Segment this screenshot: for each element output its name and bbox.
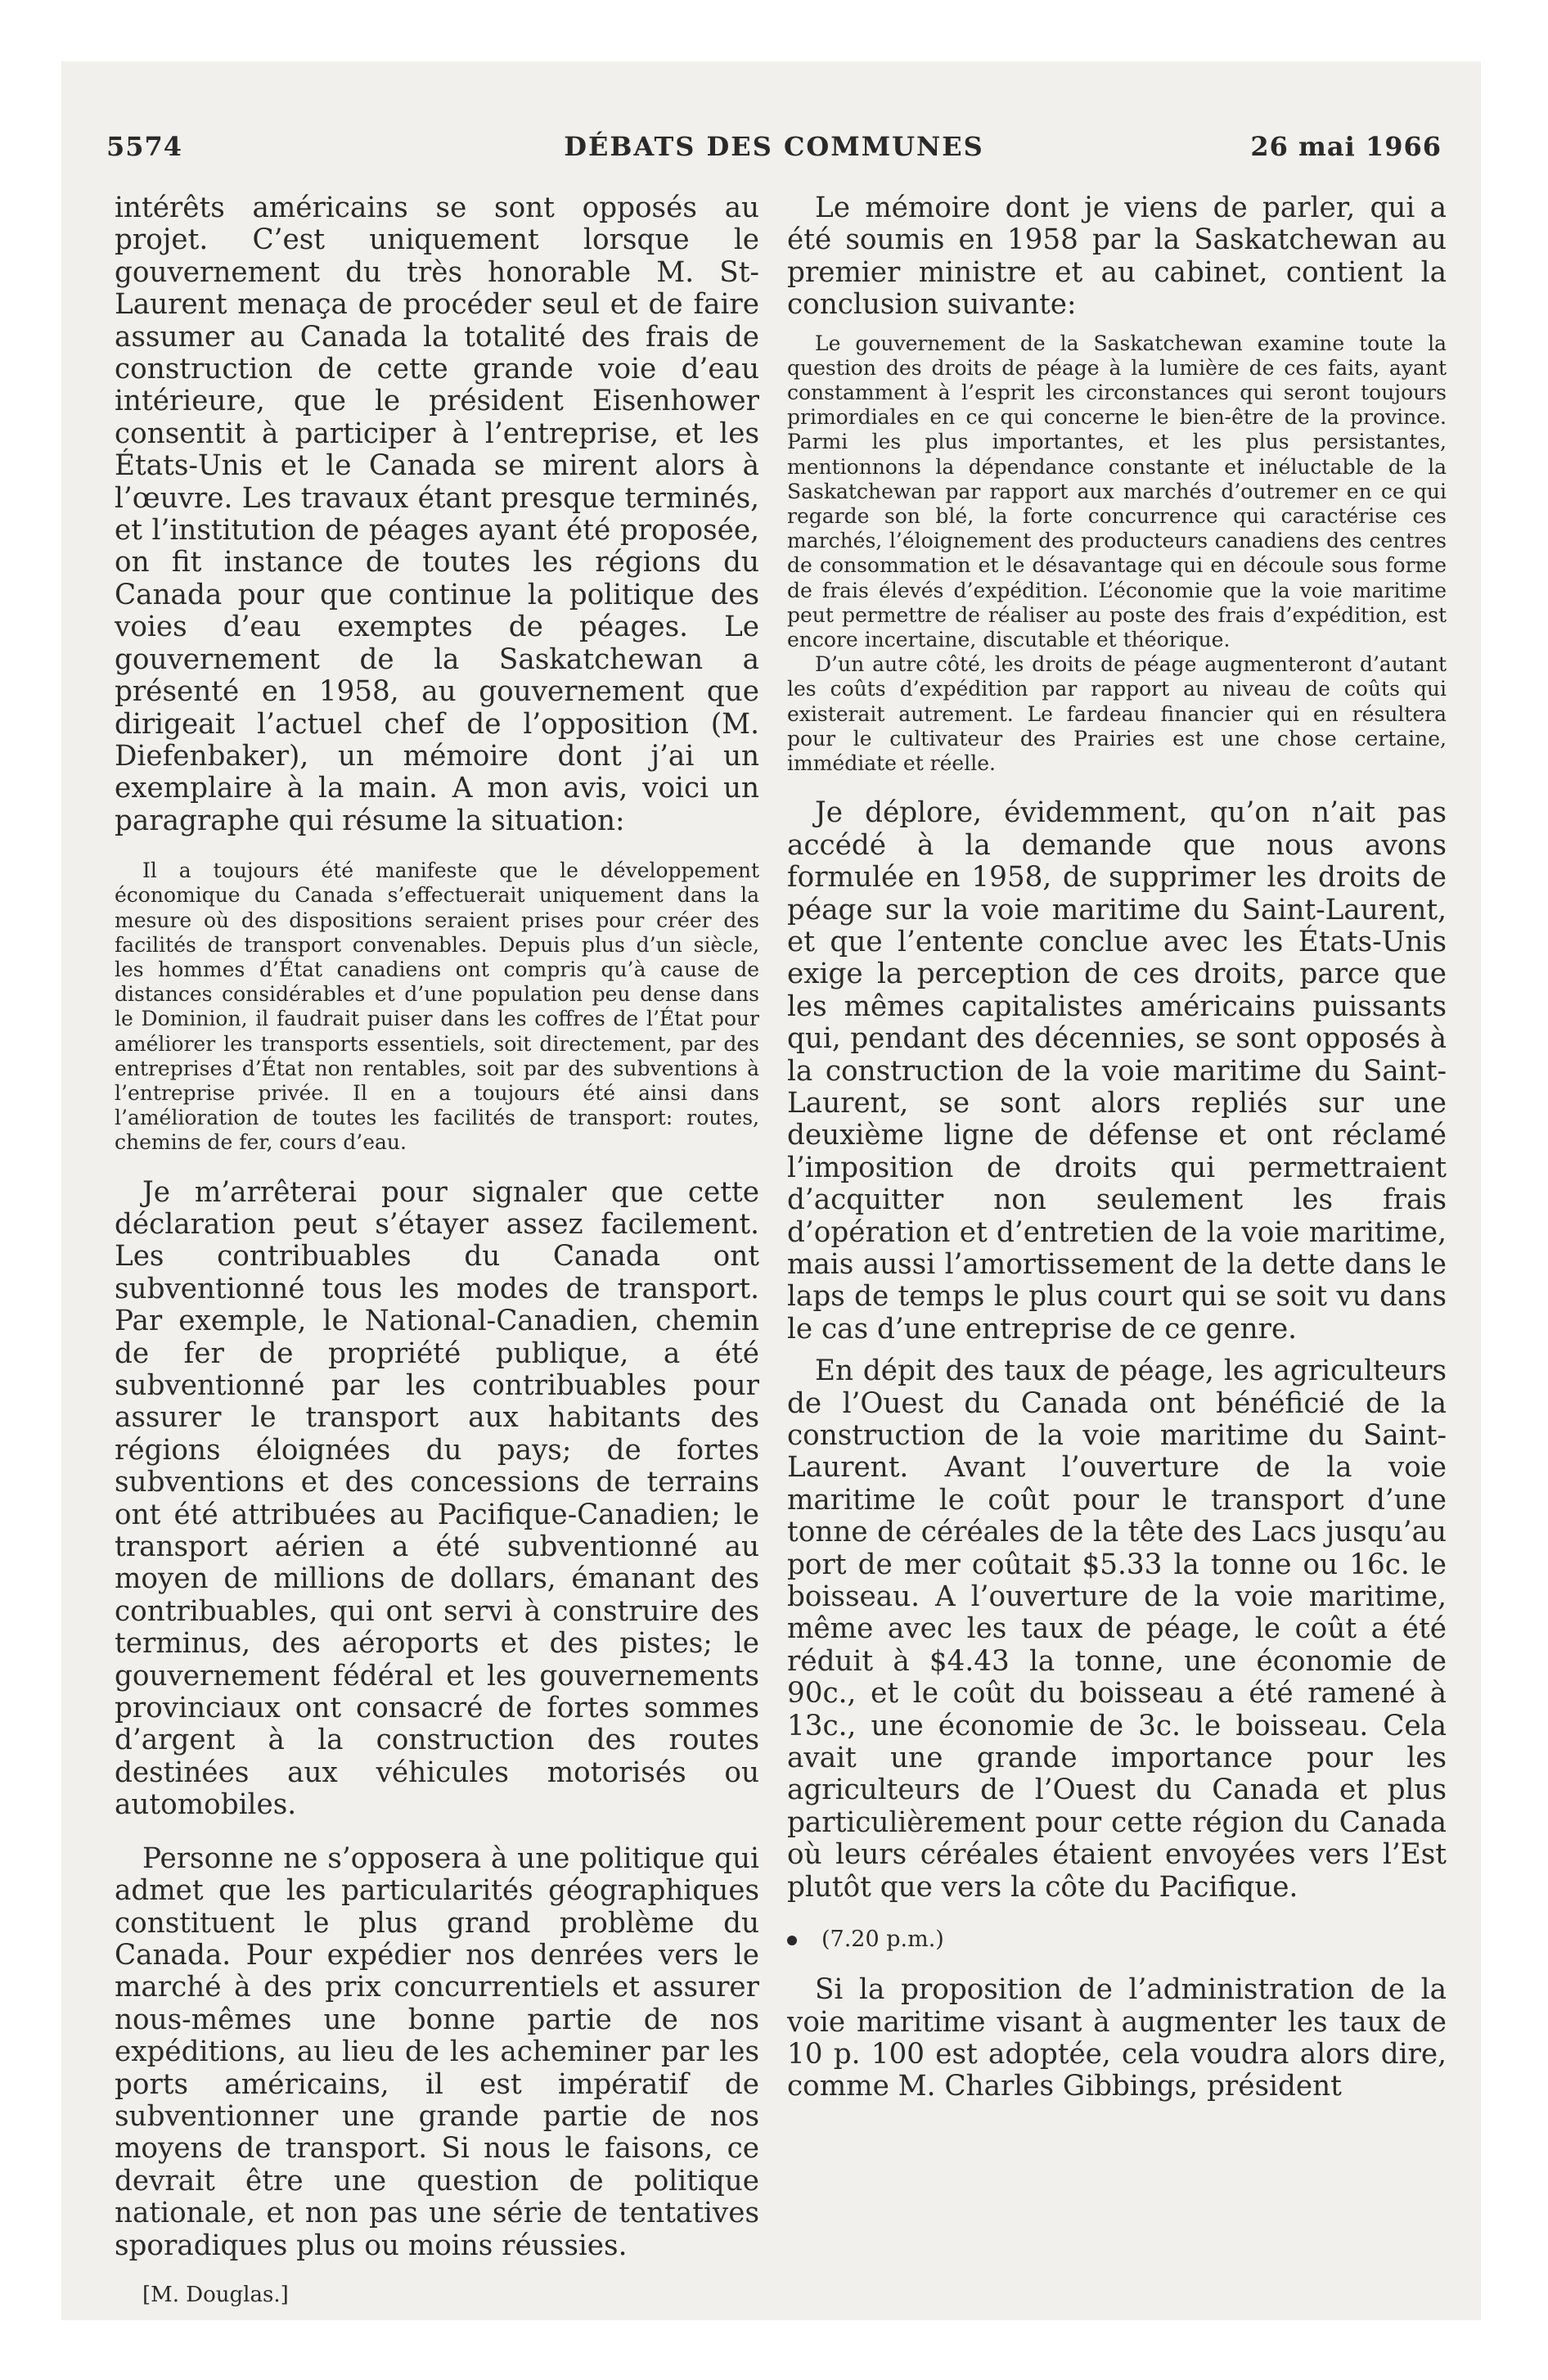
publication-title: DÉBATS DES COMMUNES bbox=[564, 131, 984, 162]
paragraph: Le mémoire dont je viens de parler, qui a été soumis en 1958 par la Saskatchewan au premier ministre et au cabinet, contient la conclusion suivante: bbox=[787, 192, 1447, 322]
block-quote: Il a toujours été manifeste que le développement économique du Canada s’effectuerait uniquement dans la mesure où des dispositions seraient prises pour créer des facilités de transport convenables. Depuis plus d’un siècle, les hommes d’État canadiens ont compris qu’à cause de distances considérables et d’une population peu dense dans le Dominion, il faudrait puiser dans les coffres de l’État pour améliorer les transports essentiels, soit directement, par des entreprises d’État non rentables, soit par des subventions à l’entreprise privée. Il en a toujours été ainsi dans l’amélioration de toutes les facilités de transport: routes, chemins de fer, cours d’eau. bbox=[115, 859, 759, 1155]
paragraph: intérêts américains se sont opposés au projet. C’est uniquement lorsque le gouvernement du très honorable M. St-Laurent menaça de procéder seul et de faire assumer au Canada la totalité des frais de construction de cette grande voie d’eau intérieure, que le président Eisenhower consentit à participer à l’entreprise, et les États-Unis et le Canada se mirent alors à l’œuvre. Les travaux étant presque terminés, et l’institution de péages ayant été proposée, on fit instance de toutes les régions du Canada pour que continue la politique des voies d’eau exemptes de péages. Le gouvernement de la Saskatchewan a présenté en 1958, au gouvernement que dirigeait l’actuel chef de l’opposition (M. Diefenbaker), un mémoire dont j’ai un exemplaire à la main. A mon avis, voici un paragraphe qui résume la situation: bbox=[115, 192, 759, 837]
time-marker bbox=[787, 1927, 1447, 1953]
paragraph: Personne ne s’opposera à une politique qui admet que les particularités géographiques constituent le plus grand problème du Canada. Pour expédier nos denrées vers le marché à des prix concurrentiels et assurer nous-mêmes une bonne partie de nos expéditions, au lieu de les acheminer par les ports américains, il est impératif de subventionner une grande partie de nos moyens de transport. Si nous le faisons, ce devrait être une question de politique nationale, et non pas une série de tentatives sporadiques plus ou moins réussies. bbox=[115, 1841, 759, 2262]
right-column bbox=[787, 192, 1447, 2103]
left-column bbox=[115, 192, 759, 2308]
page-number: 5574 bbox=[106, 131, 183, 162]
speaker-attribution: [M. Douglas.] bbox=[142, 2282, 289, 2307]
page-header bbox=[106, 131, 1442, 172]
issue-date: 26 mai 1966 bbox=[1250, 131, 1442, 162]
bullet-icon bbox=[787, 1936, 797, 1945]
paragraph: Je déplore, évidemment, qu’on n’ait pas accédé à la demande que nous avons formulée en 1958, de supprimer les droits de péage sur la voie maritime du Saint-Laurent, et que l’entente conclue avec les États-Unis exige la perception de ces droits, parce que les mêmes capitalistes américains puissants qui, pendant des décennies, se sont opposés à la construction de la voie maritime du Saint-Laurent, se sont alors repliés sur une deuxième ligne de défense et ont réclamé l’imposition de droits qui permettraient d’acquitter non seulement les frais d’opération et d’entretien de la voie maritime, mais aussi l’amortissement de la dette dans le laps de temps le plus court qui se soit vu dans le cas d’une entreprise de ce genre. bbox=[787, 796, 1447, 1346]
timestamp-text: (7.20 p.m.) bbox=[821, 1927, 944, 1953]
paragraph: Je m’arrêterai pour signaler que cette déclaration peut s’étayer assez facilement. Les contribuables du Canada ont subventionné tous les modes de transport. Par exemple, le National-Canadien, chemin de fer de propriété publique, a été subventionné par les contribuables pour assurer le transport aux habitants des régions éloignées du pays; de fortes subventions et des concessions de terrains ont été attribuées au Pacifique-Canadien; le transport aérien a été subventionné au moyen de millions de dollars, émanant des contribuables, qui ont servi à construire des terminus, des aéroports et des pistes; le gouvernement fédéral et les gouvernements provinciaux ont consacré de fortes sommes d’argent à la construction des routes destinées aux véhicules motorisés ou automobiles. bbox=[115, 1175, 759, 1822]
block-quote: Le gouvernement de la Saskatchewan examine toute la question des droits de péage à la lumière de ces faits, ayant constamment à l’esprit les circonstances qui seront toujours primordiales en ce qui concerne le bien-être de la province. Parmi les plus importantes, et les plus persistantes, mentionnons la dépendance constante et inéluctable de la Saskatchewan par rapport aux marchés d’outremer en ce qui regarde son blé, la forte concurrence qui caractérise ces marchés, l’éloignement des producteurs canadiens des centres de consommation et le désavantage qui en découle sous forme de frais élevés d’expédition. L’économie que la voie maritime peut permettre de réaliser au poste des frais d’expédition, est encore incertaine, discutable et théorique. bbox=[787, 331, 1447, 652]
paragraph: Si la proposition de l’administration de la voie maritime visant à augmenter les taux de 10 p. 100 est adoptée, cela voudra alors dire, comme M. Charles Gibbings, président bbox=[787, 1973, 1447, 2103]
block-quote: D’un autre côté, les droits de péage augmenteront d’autant les coûts d’expédition par rapport au niveau de coûts qui existerait autrement. Le fardeau financier qui en résultera pour le cultivateur des Prairies est une chose certaine, immédiate et réelle. bbox=[787, 652, 1447, 776]
paragraph: En dépit des taux de péage, les agriculteurs de l’Ouest du Canada ont bénéficié de la construction de la voie maritime du Saint-Laurent. Avant l’ouverture de la voie maritime le coût pour le transport d’une tonne de céréales de la tête des Lacs jusqu’au port de mer coûtait $5.33 la tonne ou 16c. le boisseau. A l’ouverture de la voie maritime, même avec les taux de péage, le coût a été réduit à $4.43 la tonne, une économie de 90c., et le coût du boisseau a été ramené à 13c., une économie de 3c. le boisseau. Cela avait une grande importance pour les agriculteurs de l’Ouest du Canada et plus particulièrement pour cette région du Canada où leurs céréales étaient envoyées vers l’Est plutôt que vers la côte du Pacifique. bbox=[787, 1355, 1447, 1904]
